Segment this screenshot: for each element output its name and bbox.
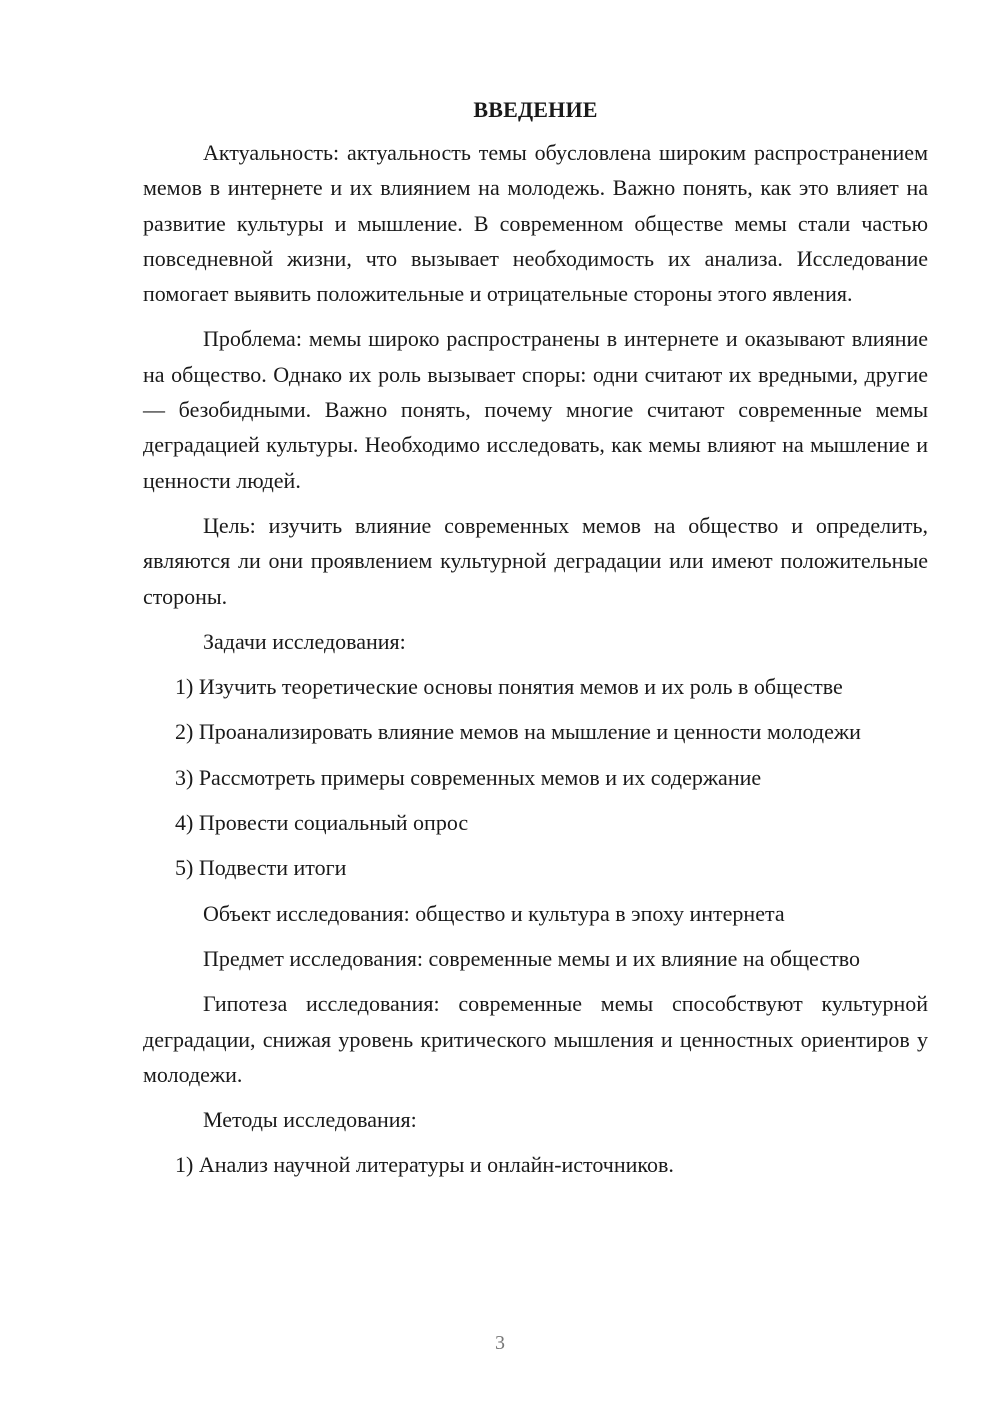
tasks-title: Задачи исследования: bbox=[203, 628, 406, 654]
goal-paragraph: Цель: изучить влияние современных мемов на общество и определить, являются ли они проявлением культурной деградации или имеют положительные стороны. bbox=[143, 512, 928, 609]
hypothesis-paragraph: Гипотеза исследования: современные мемы способствуют культурной деградации, снижая уровень критического мышления и ценностных ориентиров у молодежи. bbox=[143, 991, 928, 1087]
task-item-3: 3) Рассмотреть примеры современных мемов и их содержание bbox=[175, 764, 762, 790]
page-number: 3 bbox=[495, 1332, 505, 1354]
task-item-5: 5) Подвести итоги bbox=[175, 855, 347, 881]
page-heading: ВВЕДЕНИЕ bbox=[473, 97, 598, 122]
relevance-paragraph: Актуальность: актуальность темы обусловлена широким распространением мемов в интернете и их влиянием на молодежь. Важно понять, как это влияет на развитие культуры и мышление. В современном обществе мемы стали частью повседневной жизни, что вызывает необходимость их анализа. Исследование помогает выявить положительные и отрицательные стороны этого явления. bbox=[143, 140, 928, 307]
task-item-1: 1) Изучить теоретические основы понятия мемов и их роль в обществе bbox=[175, 674, 843, 700]
task-item-2: 2) Проанализировать влияние мемов на мышление и ценности молодежи bbox=[175, 719, 861, 745]
page-content bbox=[143, 93, 928, 1183]
problem-paragraph: Проблема: мемы широко распространены в интернете и оказывают влияние на общество. Однако их роль вызывает споры: одни считают их вредными, другие — безобидными. Важно понять, почему многие считают современные мемы деградацией культуры. Необходимо исследовать, как мемы влияют на мышление и ценности людей. bbox=[143, 326, 928, 493]
object-paragraph: Объект исследования: общество и культура в эпоху интернета bbox=[203, 900, 785, 926]
task-item-4: 4) Провести социальный опрос bbox=[175, 810, 469, 836]
method-item-1: 1) Анализ научной литературы и онлайн-источников. bbox=[175, 1152, 674, 1178]
subject-paragraph: Предмет исследования: современные мемы и их влияние на общество bbox=[203, 945, 860, 971]
methods-title: Методы исследования: bbox=[203, 1107, 417, 1133]
